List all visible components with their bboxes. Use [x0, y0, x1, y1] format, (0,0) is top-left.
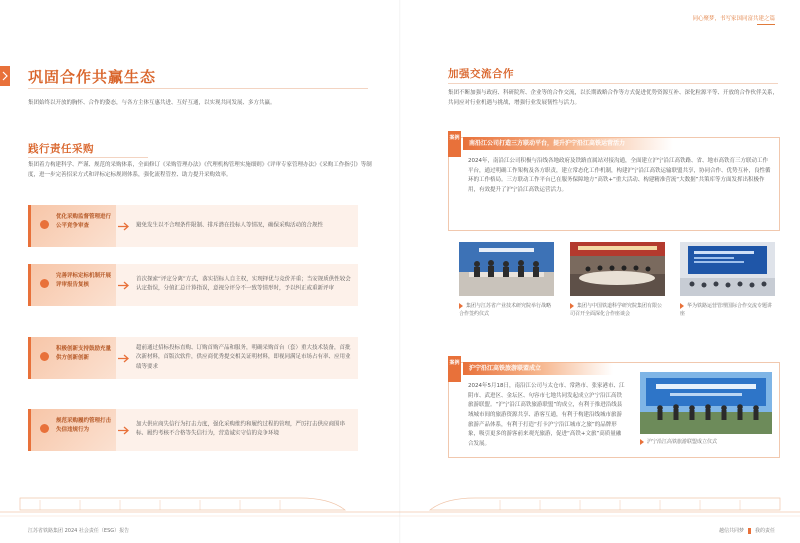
caption-marker-icon — [570, 303, 574, 309]
measure-pin-icon — [40, 279, 49, 288]
photo-caption: 集团与江苏省产业技术研究院举行战略合作签约仪式 — [459, 303, 552, 317]
caption-marker-icon — [640, 439, 644, 445]
measure-label: 积极创新支持鼓励充量供方创新创新 — [56, 346, 112, 362]
measure-badge — [28, 205, 116, 247]
intro-text: 集团始终以开放的胸怀、合作的姿态，与各方主体互惠共进、互好互通，以实现共同发展、多方共赢。 — [28, 100, 276, 106]
measure-card — [28, 409, 358, 451]
case-label: 案例 — [448, 356, 461, 382]
measure-card — [28, 337, 358, 379]
tab-marker-icon — [2, 71, 8, 81]
caption-marker-icon — [459, 303, 463, 309]
section-tab — [0, 66, 10, 86]
case-title: 沪宁沿江高铁旅游联盟成立 — [463, 362, 613, 375]
running-header: 同心聚梦，书写家国同富共建之篇 — [692, 16, 775, 22]
measure-card — [28, 264, 358, 306]
footer-section — [719, 527, 775, 534]
photo-caption: 沪宁沿江高铁旅游联盟成立仪式 — [640, 438, 772, 446]
footer-section-subtitle: 我的责任 — [754, 528, 775, 534]
measure-pin-icon — [40, 220, 49, 229]
measure-desc: 超前通过招标投标直购、订购首购产品和服务，明确采购首台（套）重大技术装备，首批次新材料，首版次软件，供应商优秀提交相关证明材料，即视同满足市场占有率、应用业绩等要求 — [136, 344, 351, 370]
exchange-text: 集团不断加强与政府、科研院所、企业等的合作交流，以长期战略合作等方式促进优势资源互补、深化粒源平等、开放的合作伙伴关系，共同应对行业机遇与挑战，增强行业发展韧性与活力。 — [448, 90, 779, 106]
exchange-heading: 加强交流合作 — [448, 68, 514, 80]
arrow-right-icon — [118, 281, 130, 290]
running-header-rule — [757, 24, 775, 25]
measure-card — [28, 205, 358, 247]
measure-label: 优化采购监督管理进行公平竞争审查 — [56, 214, 112, 230]
case-text: 2024年5月18日，南沿江公司与太仓市、常熟市、张家港市、江阴市、武进区、金坛区、句容市七地共同发起成立沪宁沿江高铁旅游联盟。“沪宁沿江高铁旅游联盟”的成立，有利于推进沿线县域城市间的旅游资源共享、游客互通，有利于构建沿线城市旅游旅游产品体系，有利于打造“打卡沪宁沿江城市之旅”的品牌形象，吸引更多的游客前来观光旅游，促进“高铁+文旅”高质量融合发展。 — [468, 383, 625, 447]
footer-report-title: 江苏省铁路集团 2024 社会责任（ESG）报告 — [28, 528, 130, 534]
measure-desc: 加大供应商失信行为打击力度，强化采购维约和履约过程的管理，严厉打击供应商围串标、履约考核不合格等失信行为，营造诚实守信的竞争环境 — [136, 421, 346, 437]
case-title: 南沿江公司打造三方联动平台，提升沪宁沿江高铁运营活力 — [463, 137, 673, 150]
measure-desc: 首次探索“评定分离”方式，落实招标人自主权，实现择优与竞价并重；当安规质供性较会认定指误，分值汇总计算指误，意视分评分不一致等情形时，予以纠正或重新评审 — [136, 276, 351, 292]
arrow-right-icon — [118, 426, 130, 435]
procurement-heading-rule — [28, 157, 148, 158]
photo-caption: 集团与中国铁道科学研究院集团有限公司召开全面深化合作座谈会 — [570, 303, 663, 317]
procurement-text: 集团着力构建科学、严谨、规范的采购体系，全面修订《采购管理办法》《代理机构管理实施细则》《评审专家管理办法》《采购工作指引》等制度，进一步完善招采方式和评标定标规则体系，强化流程管控、助力提升采购效率。 — [28, 162, 372, 178]
page-spine — [399, 0, 401, 543]
photo-alliance-ceremony — [640, 372, 772, 434]
photo-signing-ceremony — [459, 242, 554, 296]
measure-desc: 避免发生以不合理条件限制、排斥潜在投标人等情况，确保采购活动的合规性 — [136, 222, 324, 229]
measure-label: 规范采购履约管理打击失信违规行为 — [56, 418, 112, 434]
measure-label: 完善评标定标机制开展评审报告复核 — [56, 273, 112, 289]
case-label: 案例 — [448, 131, 461, 157]
caption-marker-icon — [680, 303, 684, 309]
measure-badge — [28, 337, 116, 379]
case-text: 2024年，南沿江公司积极与沿线各地政府及铁路直属站对接沟通，全面建立沪宁沿江高铁路、省、地市高铁育三方联动工作平台，通过明确工作架构及各方职责，建立常态化工作机制，构建沪宁沿江高铁运输联盟共享，协同合作、优势互补，良性循环的工作格局。三方联动工作平台已在服务保障地方“高铁+”重大活动、构建精准营流“大数据”共策库等方面发挥出积极作用，有效提升了沪宁沿江高铁运营活力。 — [468, 158, 771, 193]
page-title: 巩固合作共赢生态 — [28, 68, 157, 86]
measure-badge — [28, 409, 116, 451]
arrow-right-icon — [118, 222, 130, 231]
footer-section-title: 越信共同梦 — [718, 528, 744, 534]
photo-meeting — [570, 242, 665, 296]
procurement-heading: 践行责任采购 — [28, 143, 94, 155]
title-divider — [28, 88, 368, 89]
measure-pin-icon — [40, 352, 49, 361]
photo-caption: 华为铁路运营管理国际合作交流专题讲座 — [680, 303, 773, 317]
exchange-heading-rule — [448, 83, 778, 84]
footer-divider — [748, 528, 751, 534]
measure-badge — [28, 264, 116, 306]
arrow-right-icon — [118, 354, 130, 363]
photo-lecture — [680, 242, 775, 296]
measure-pin-icon — [40, 424, 49, 433]
train-decoration — [0, 490, 800, 524]
